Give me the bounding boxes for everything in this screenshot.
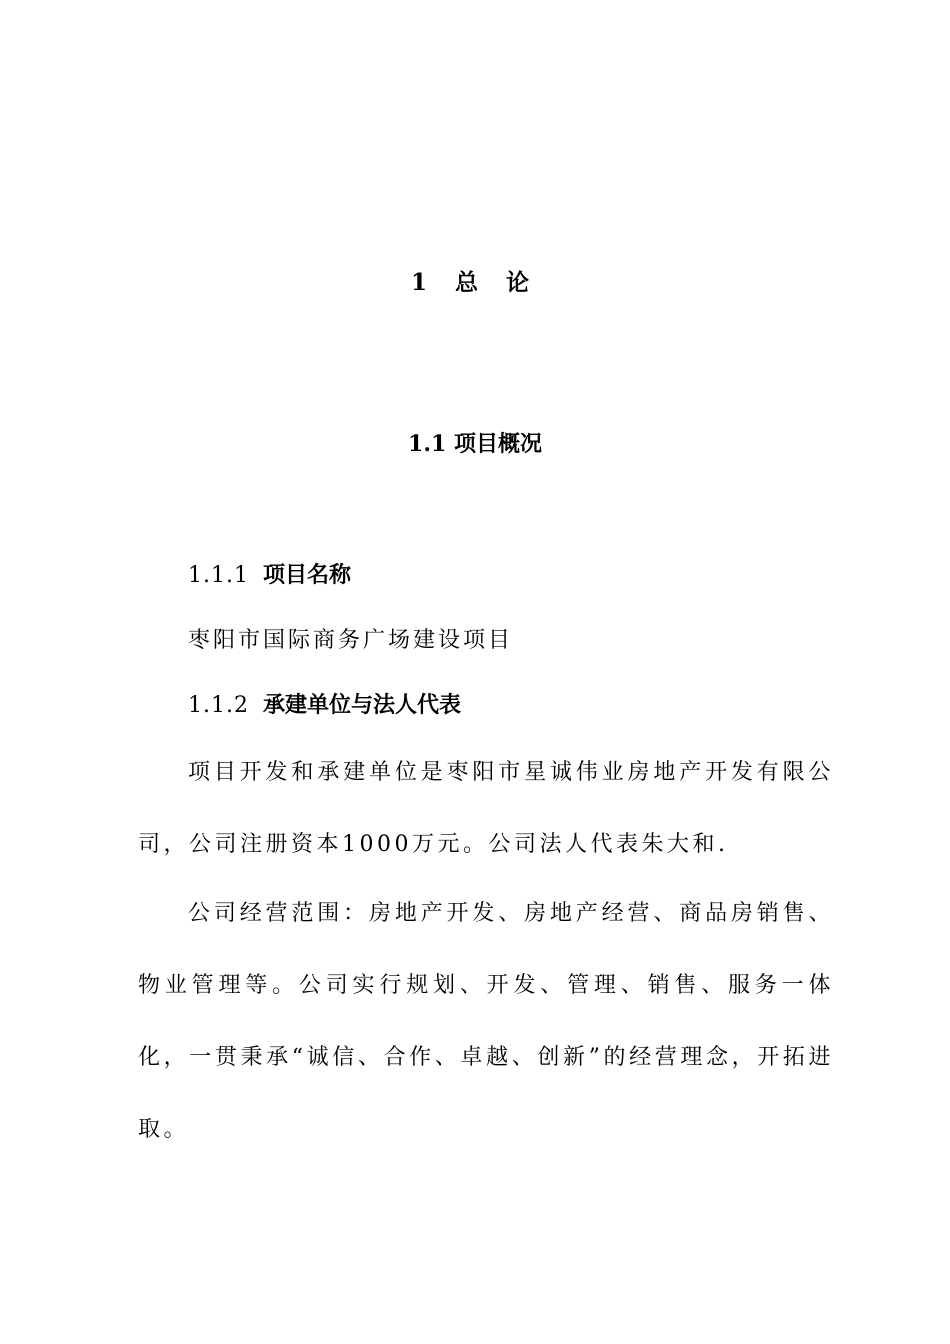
chapter-title: 1 总 论 — [410, 269, 540, 296]
subsection-number: 1.1.2 — [188, 693, 249, 718]
section-title: 1.1 项目概况 — [408, 431, 542, 457]
subsection-number: 1.1.1 — [188, 563, 249, 588]
subsection-heading-2 — [188, 688, 461, 723]
subsection-title: 项目名称 — [262, 562, 351, 588]
subsection-heading-1 — [188, 558, 351, 593]
developer-paragraph: 项目开发和承建单位是枣阳市星诚伟业房地产开发有限公司，公司注册资本1000万元。公司法人代表朱大和. — [138, 760, 834, 857]
business-scope-paragraph: 公司经营范围：房地产开发、房地产经营、商品房销售、物业管理等。公司实行规划、开发、管理、销售、服务一体化，一贯秉承“诚信、合作、卓越、创新”的经营理念，开拓进取。 — [138, 901, 834, 1142]
project-name-text: 枣阳市国际商务广场建设项目 — [188, 628, 514, 653]
subsection-title: 承建单位与法人代表 — [262, 692, 461, 718]
